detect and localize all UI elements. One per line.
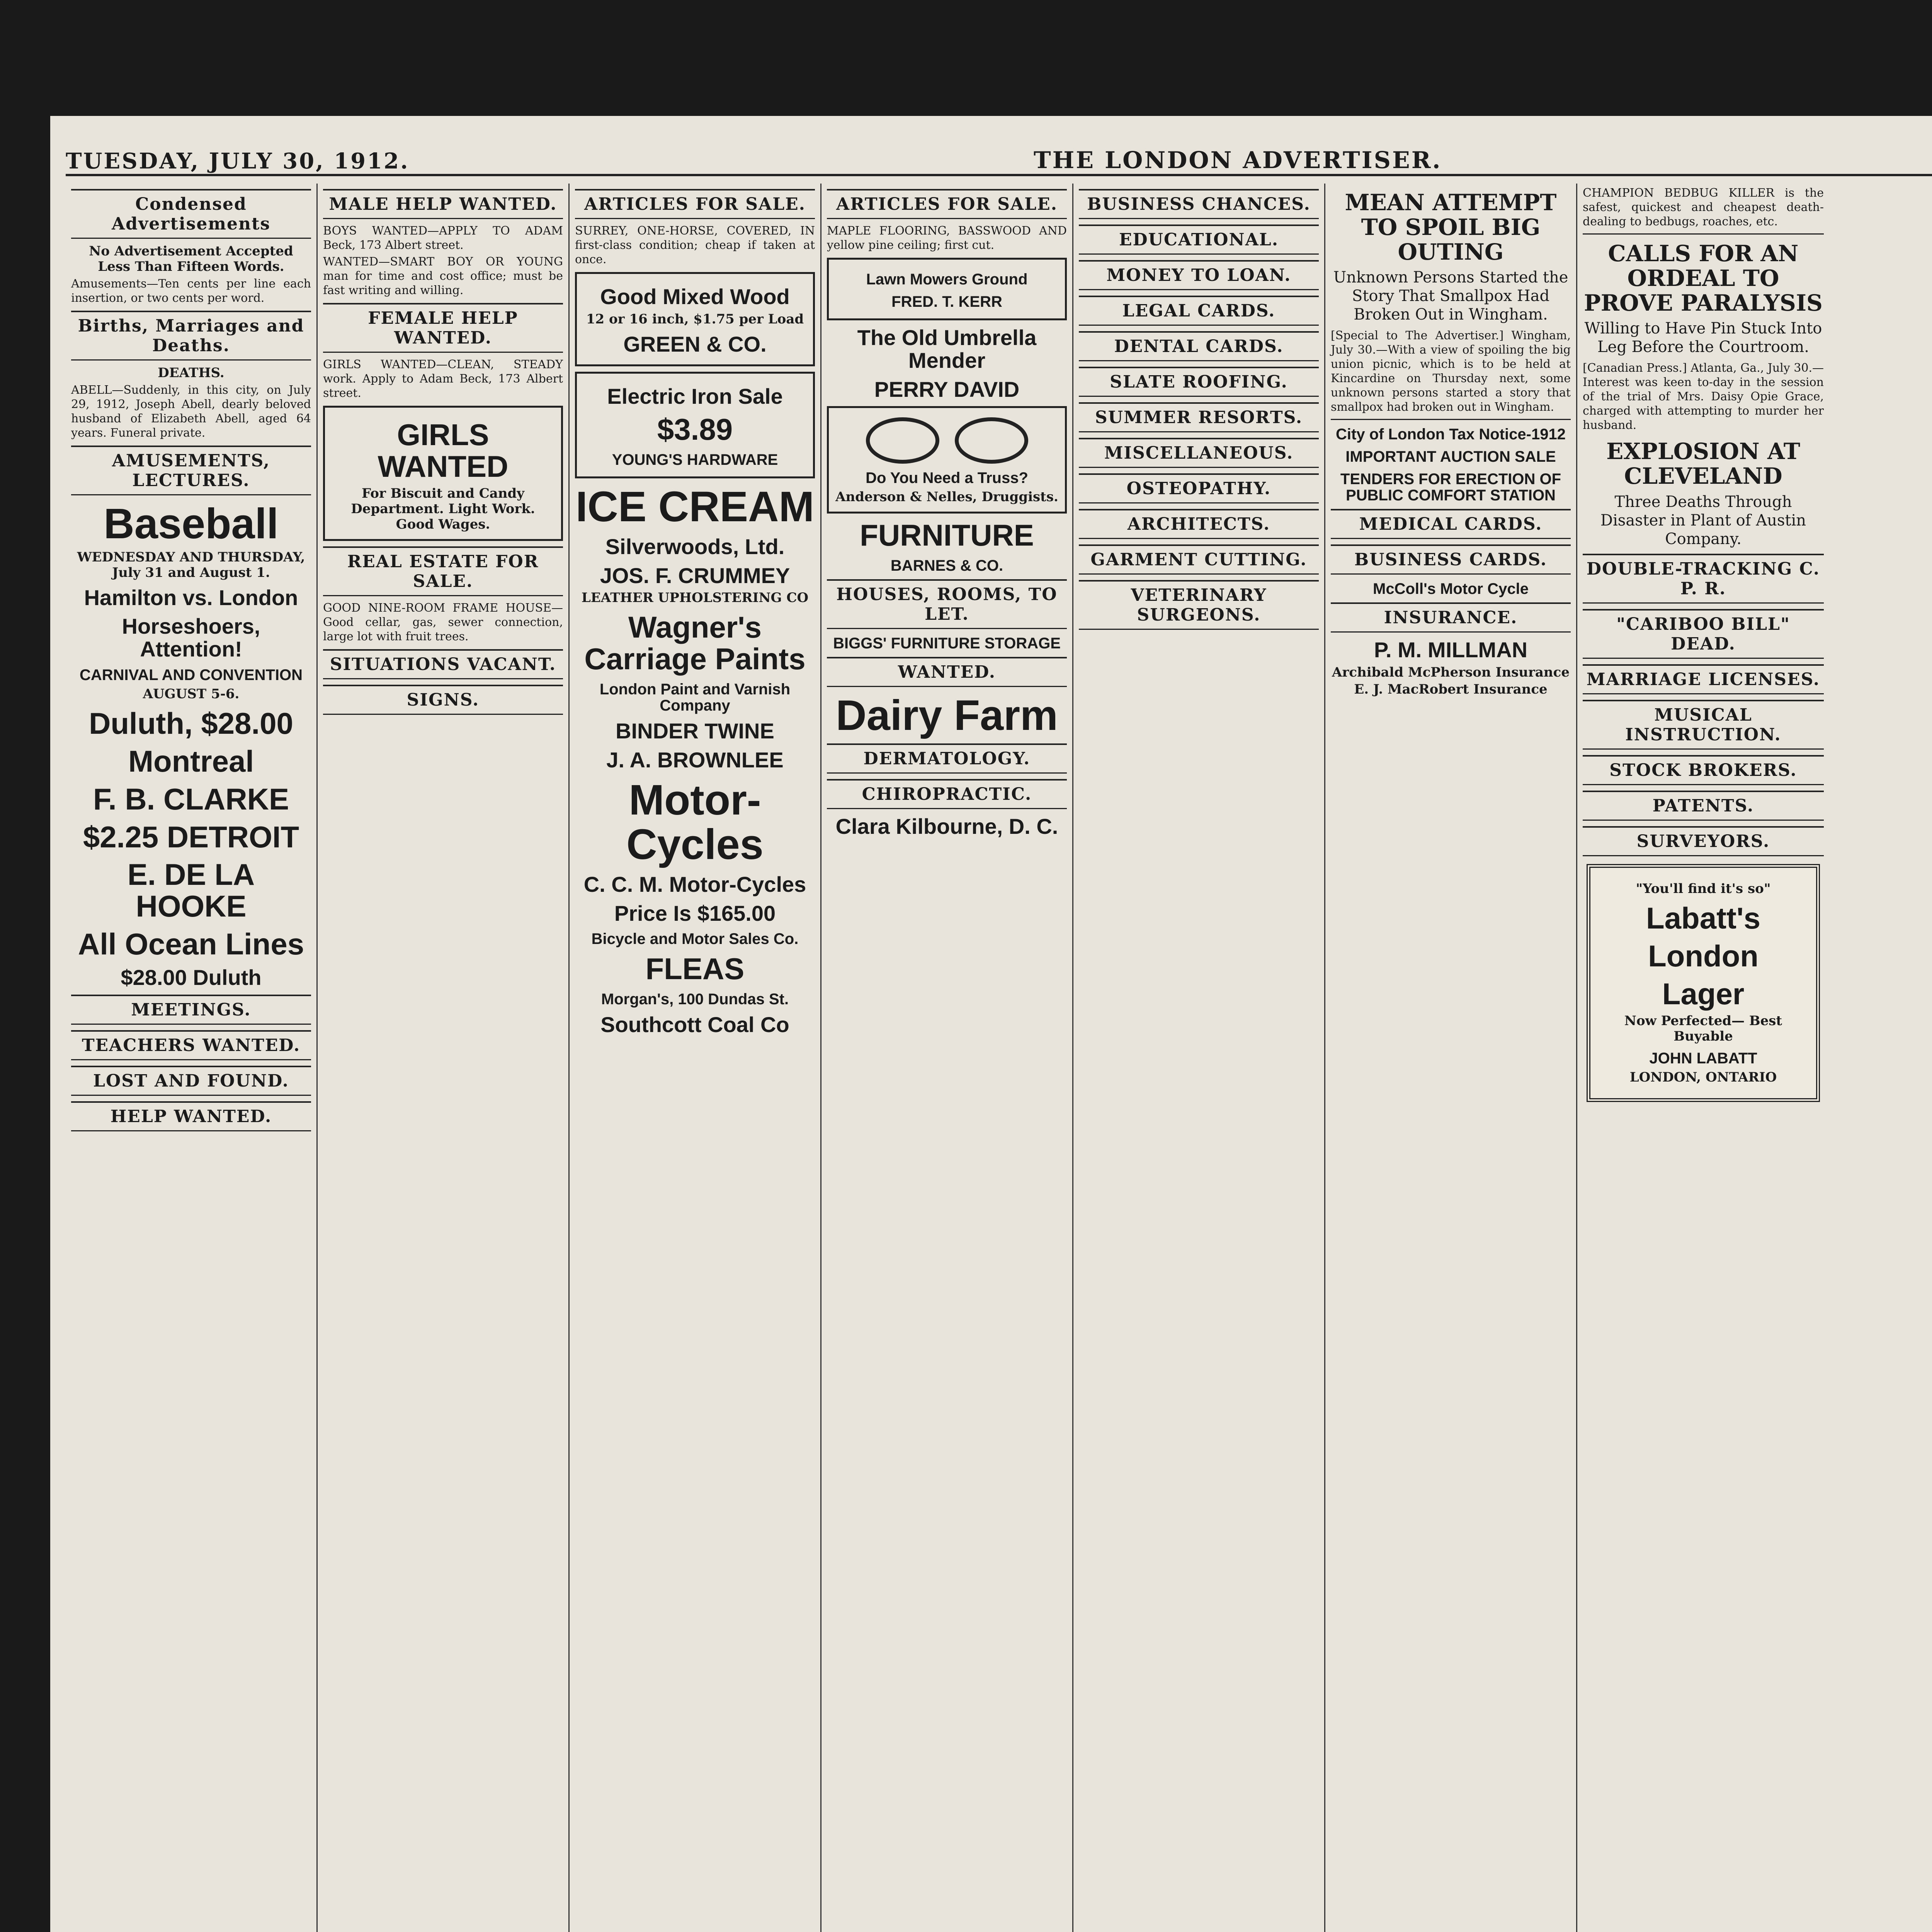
ad-box (575, 272, 815, 366)
section-heading: ARTICLES FOR SALE. (827, 189, 1067, 219)
ad-box (575, 372, 815, 479)
ad-headline: McColl's Motor Cycle (1373, 580, 1529, 598)
ad-headline: London (1648, 939, 1759, 973)
ad-tagline: "You'll find it's so" (1636, 881, 1771, 896)
ad-headline: Wagner's Carriage Paints (584, 610, 806, 676)
ad-headline: Electric Iron Sale (607, 384, 783, 408)
ad-subline: For Biscuit and Candy Department. Light Work. Good Wages. (351, 485, 535, 532)
ad-box (827, 406, 1067, 514)
section-heading: BUSINESS CARDS. (1331, 544, 1571, 575)
column-7 (1577, 184, 1829, 1932)
ad-headline: Bicycle and Motor Sales Co. (591, 930, 799, 948)
news-headline: CALLS FOR AN ORDEAL TO PROVE PARALYSIS (1584, 240, 1823, 316)
section-heading: GARMENT CUTTING. (1079, 544, 1319, 575)
section-heading: Births, Marriages and Deaths. (71, 311, 311, 361)
section-heading: REAL ESTATE FOR SALE. (323, 546, 563, 596)
ad-price: Price Is $165.00 (614, 901, 776, 925)
ad-subline: Archibald McPherson Insurance (1332, 665, 1570, 680)
columns (66, 184, 1932, 1932)
labatt-ad (1587, 864, 1820, 1102)
ad-headline: $2.25 DETROIT (83, 820, 299, 854)
ad-headline: E. DE LA HOOKE (127, 857, 255, 923)
column-4 (821, 184, 1073, 1932)
section-heading: OSTEOPATHY. (1079, 473, 1319, 503)
section-heading: VETERINARY SURGEONS. (1079, 580, 1319, 630)
section-heading: FEMALE HELP WANTED. (323, 303, 563, 353)
section-heading: DERMATOLOGY. (827, 743, 1067, 774)
section-heading: ARCHITECTS. (1079, 509, 1319, 539)
section-heading: SLATE ROOFING. (1079, 367, 1319, 397)
ad-location: LONDON, ONTARIO (1629, 1069, 1777, 1085)
column-3 (570, 184, 821, 1932)
news-body: [Canadian Press.] Atlanta, Ga., July 30.—Interest was keen to-day in the session of the trial of Mrs. Daisy Opie Grace, charged with attempting to murder her husband. (1583, 361, 1824, 432)
section-heading: CHIROPRACTIC. (827, 779, 1067, 809)
ad-headline: London Paint and Varnish Company (599, 681, 791, 714)
section-heading: SITUATIONS VACANT. (323, 649, 563, 679)
ad-headline: GREEN & CO. (623, 332, 767, 356)
paragraph: BOYS WANTED—APPLY TO ADAM Beck, 173 Albert street. (323, 224, 563, 252)
ad-headline: ICE CREAM (575, 483, 815, 531)
ad-headline: Clara Kilbourne, D. C. (835, 814, 1058, 838)
ad-headline: F. B. CLARKE (93, 782, 289, 816)
masthead (66, 131, 1932, 176)
ad-subline: Now Perfected— Best Buyable (1624, 1013, 1782, 1044)
ad-headline: Montreal (128, 744, 254, 778)
ad-subline: AUGUST 5-6. (143, 686, 240, 702)
news-headline: EXPLOSION AT CLEVELAND (1606, 438, 1800, 490)
section-heading: LOST AND FOUND. (71, 1066, 311, 1096)
section-heading: MARRIAGE LICENSES. (1583, 664, 1824, 694)
ad-headline: Lager (1662, 976, 1745, 1011)
ad-headline: BIGGS' FURNITURE STORAGE (833, 635, 1061, 652)
column-1 (66, 184, 318, 1932)
ad-headline: Good Mixed Wood (600, 284, 790, 309)
column-6 (1325, 184, 1577, 1932)
section-heading: SIGNS. (323, 685, 563, 715)
section-heading: MONEY TO LOAN. (1079, 260, 1319, 290)
ad-headline: All Ocean Lines (78, 927, 304, 961)
paper-title: THE LONDON ADVERTISER. (1034, 147, 1442, 174)
ad-headline: $28.00 Duluth (121, 965, 262, 990)
paragraph: Amusements—Ten cents per line each insertion, or two cents per word. (71, 277, 311, 305)
ad-headline: FLEAS (645, 952, 745, 986)
news-deck: Willing to Have Pin Stuck Into Leg Before the Courtroom. (1584, 320, 1822, 356)
dateline: TUESDAY, JULY 30, 1912. (66, 148, 410, 174)
paragraph: GIRLS WANTED—CLEAN, STEADY work. Apply to Adam Beck, 173 Albert street. (323, 358, 563, 400)
section-heading: HELP WANTED. (71, 1101, 311, 1131)
section-heading: HOUSES, ROOMS, TO LET. (827, 579, 1067, 629)
ad-signature: JOHN LABATT (1649, 1049, 1757, 1067)
ad-headline: Baseball (104, 500, 279, 548)
paragraph: SURREY, ONE-HORSE, COVERED, IN first-class condition; cheap if taken at once. (575, 224, 815, 266)
ad-subline: E. J. MacRobert Insurance (1354, 682, 1548, 697)
section-heading: PATENTS. (1583, 791, 1824, 821)
notice-headline: IMPORTANT AUCTION SALE (1345, 448, 1556, 466)
ad-headline: P. M. MILLMAN (1374, 638, 1528, 662)
notice: No Advertisement Accepted Less Than Fifteen Words. (89, 243, 293, 274)
section-heading: MISCELLANEOUS. (1079, 438, 1319, 468)
truss-illustration (834, 417, 1060, 464)
news-body: [Special to The Advertiser.] Wingham, July 30.—With a view of spoiling the big union picnic, which is to be held at Kincardine on Thursday next, some unknown persons started a story that smallpox had broken out in Wingham. (1331, 329, 1571, 414)
ad-headline: Morgan's, 100 Dundas St. (601, 991, 789, 1008)
ad-price: $3.89 (657, 412, 733, 447)
section-heading: ARTICLES FOR SALE. (575, 189, 815, 219)
subheading: DEATHS. (158, 365, 224, 381)
section-heading: TEACHERS WANTED. (71, 1030, 311, 1060)
section-heading: INSURANCE. (1331, 602, 1571, 633)
ad-headline: Southcott Coal Co (600, 1012, 789, 1037)
ad-headline: FRED. T. KERR (891, 293, 1002, 310)
ad-headline: Duluth, $28.00 (89, 706, 293, 740)
divider (1331, 419, 1571, 420)
section-heading: "CARIBOO BILL" DEAD. (1583, 609, 1824, 659)
column-2 (318, 184, 570, 1932)
ad-headline: C. C. M. Motor-Cycles (583, 872, 806, 896)
divider (1583, 233, 1824, 235)
ad-subline: 12 or 16 inch, $1.75 per Load (586, 311, 804, 327)
ad-headline: Lawn Mowers Ground (866, 271, 1028, 288)
section-heading: DOUBLE-TRACKING C. P. R. (1583, 554, 1824, 604)
ad-headline: BINDER TWINE (616, 719, 774, 743)
ad-headline: GIRLS WANTED (378, 418, 509, 483)
section-heading: Condensed Advertisements (71, 189, 311, 239)
paragraph: CHAMPION BEDBUG KILLER is the safest, quickest and cheapest death-dealing to bedbugs, roaches, etc. (1583, 186, 1824, 228)
news-headline: MEAN ATTEMPT TO SPOIL BIG OUTING (1345, 189, 1557, 265)
section-heading: DENTAL CARDS. (1079, 331, 1319, 361)
section-heading: AMUSEMENTS, LECTURES. (71, 446, 311, 495)
ad-headline: Horseshoers, Attention! (122, 614, 260, 662)
ad-subline: Anderson & Nelles, Druggists. (835, 489, 1058, 505)
ad-headline: J. A. BROWNLEE (606, 747, 784, 772)
section-heading: MUSICAL INSTRUCTION. (1583, 700, 1824, 750)
ad-subline: WEDNESDAY AND THURSDAY, July 31 and August 1. (77, 549, 305, 580)
paragraph: ABELL—Suddenly, in this city, on July 29, 1912, Joseph Abell, dearly beloved husband of Elizabeth Abell, aged 64 years. Funeral private. (71, 383, 311, 440)
ad-headline: Do You Need a Truss? (866, 469, 1028, 487)
ad-headline: FURNITURE (860, 518, 1034, 553)
ad-headline: Silverwoods, Ltd. (605, 534, 785, 559)
section-heading: WANTED. (827, 657, 1067, 687)
section-heading: BUSINESS CHANCES. (1079, 189, 1319, 219)
ad-headline: BARNES & CO. (890, 557, 1003, 575)
ad-box (323, 406, 563, 541)
ad-headline: CARNIVAL AND CONVENTION (79, 666, 303, 684)
paragraph: MAPLE FLOORING, BASSWOOD AND yellow pine ceiling; first cut. (827, 224, 1067, 252)
ad-headline: Dairy Farm (836, 692, 1058, 740)
paragraph: WANTED—SMART BOY OR YOUNG man for time and cost office; must be fast writing and willing. (323, 255, 563, 297)
ad-headline: Hamilton vs. London (84, 585, 298, 610)
section-heading: MALE HELP WANTED. (323, 189, 563, 219)
news-deck: Three Deaths Through Disaster in Plant of Austin Company. (1600, 493, 1806, 548)
paragraph: GOOD NINE-ROOM FRAME HOUSE—Good cellar, gas, sewer connection, large lot with fruit trees. (323, 601, 563, 643)
ad-box (827, 258, 1067, 320)
news-deck: Unknown Persons Started the Story That Smallpox Had Broken Out in Wingham. (1333, 269, 1568, 324)
notice-headline: City of London Tax Notice-1912 (1336, 426, 1566, 443)
section-heading: STOCK BROKERS. (1583, 755, 1824, 785)
ad-headline: The Old Umbrella Mender (857, 325, 1037, 372)
ad-headline: Labatt's (1646, 901, 1760, 935)
section-heading: EDUCATIONAL. (1079, 224, 1319, 255)
notice-headline: TENDERS FOR ERECTION OF PUBLIC COMFORT STATION (1340, 471, 1561, 504)
section-heading: MEETINGS. (71, 995, 311, 1025)
newspaper-page (50, 116, 1932, 1932)
ad-headline: Motor-Cycles (626, 776, 764, 869)
section-heading: SURVEYORS. (1583, 826, 1824, 856)
ad-headline: JOS. F. CRUMMEY (600, 563, 790, 588)
column-5 (1073, 184, 1325, 1932)
ad-headline: PERRY DAVID (874, 377, 1020, 401)
ad-subline: LEATHER UPHOLSTERING CO (581, 590, 809, 606)
section-heading: MEDICAL CARDS. (1331, 509, 1571, 539)
section-heading: SUMMER RESORTS. (1079, 402, 1319, 432)
section-heading: LEGAL CARDS. (1079, 296, 1319, 326)
ad-headline: YOUNG'S HARDWARE (612, 451, 778, 469)
